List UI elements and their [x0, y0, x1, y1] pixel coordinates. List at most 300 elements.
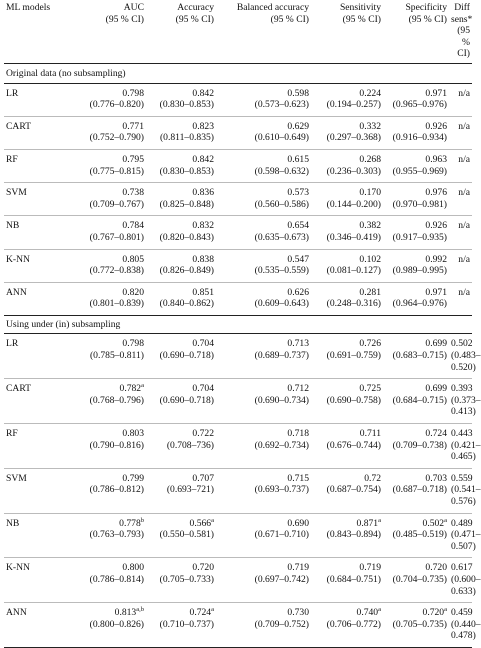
metric-value: 0.740 [356, 607, 379, 619]
confidence-interval: (0.471–0.507) [451, 529, 481, 552]
metric-cell [146, 249, 216, 282]
metric-value: 0.704 [192, 383, 214, 395]
metric-value-line [78, 220, 144, 232]
metric-value: 0.782 [119, 383, 142, 395]
metric-value: 0.224 [359, 87, 381, 99]
confidence-interval: (0.801–0.839) [89, 298, 144, 310]
metric-cell [383, 216, 449, 249]
metric-value: n/a [458, 120, 470, 132]
metric-cell [383, 83, 449, 116]
table-row [4, 116, 472, 149]
model-name: RF [6, 153, 18, 165]
metric-value-line [218, 607, 309, 619]
header-sensitivity [311, 1, 383, 63]
confidence-interval: (0.830–0.853) [159, 165, 214, 177]
confidence-interval: (0.560–0.586) [254, 198, 309, 210]
metric-value: 0.281 [359, 286, 381, 298]
confidence-interval: (0.917–0.935) [392, 231, 447, 243]
metric-value-line [313, 562, 381, 574]
metric-value: 0.629 [287, 120, 309, 132]
header-specificity-sub: (95 % CI) [408, 13, 447, 25]
metric-value-line [385, 607, 447, 619]
metric-value-line [148, 121, 214, 133]
confidence-interval: (0.483–0.520) [451, 350, 481, 373]
metric-cell [146, 116, 216, 149]
section-header-row [4, 63, 472, 83]
metric-cell [311, 603, 383, 648]
metric-value: 0.566 [189, 517, 212, 529]
metric-value: 0.738 [122, 187, 144, 199]
confidence-interval: (0.970–0.981) [392, 198, 447, 210]
metric-value-line [385, 287, 447, 299]
metric-value-line [385, 154, 447, 166]
metric-value-line [78, 562, 144, 574]
confidence-interval: (0.421–0.465) [451, 439, 481, 463]
metric-value: 0.704 [192, 338, 214, 350]
metric-value-line [78, 254, 144, 266]
metric-value-line [385, 518, 447, 530]
metric-value-line [313, 220, 381, 232]
metric-value-line [385, 383, 447, 395]
metric-value-line [78, 518, 144, 530]
confidence-interval: (0.763–0.793) [89, 529, 144, 541]
significance-marker: a [211, 606, 214, 614]
header-balanced-accuracy-name: Balanced accuracy [236, 2, 309, 13]
metric-value-line [451, 154, 470, 166]
metric-value-line [451, 220, 470, 232]
table-row [4, 468, 472, 513]
confidence-interval: (0.676–0.744) [326, 439, 381, 451]
significance-marker: a [141, 382, 144, 390]
metric-value: 0.720 [192, 562, 214, 574]
metric-value: 0.803 [122, 428, 144, 440]
confidence-interval: (0.600–0.633) [451, 573, 481, 597]
metric-value-line [148, 88, 214, 100]
confidence-interval: (0.752–0.790) [89, 132, 144, 144]
metric-cell [311, 424, 383, 469]
metric-value-line [451, 187, 470, 199]
confidence-interval: (0.706–0.772) [326, 618, 381, 630]
confidence-interval: (0.541–0.576) [451, 484, 481, 507]
metric-cell [146, 513, 216, 558]
model-name: ANN [6, 286, 27, 298]
significance-marker: a [444, 516, 447, 524]
metric-cell [216, 379, 311, 424]
metric-value-line [148, 428, 214, 440]
metric-cell [216, 513, 311, 558]
metric-value: 0.842 [192, 153, 214, 165]
metric-cell [146, 149, 216, 182]
metric-cell [146, 83, 216, 116]
metric-value: n/a [458, 153, 470, 165]
header-sensitivity-name: Sensitivity [339, 2, 381, 13]
table-row [4, 513, 472, 558]
metric-value-line [148, 383, 214, 395]
metric-value-line [218, 121, 309, 133]
metric-value: n/a [458, 220, 470, 232]
metric-value-line [313, 187, 381, 199]
header-diff-sens [449, 1, 472, 63]
metric-cell [76, 116, 146, 149]
metric-value-line [218, 154, 309, 166]
metric-value-line [148, 338, 214, 350]
metric-value: 0.547 [287, 253, 309, 265]
metric-value: 0.712 [287, 383, 309, 395]
table-body [4, 63, 481, 647]
metric-value-line [385, 428, 447, 440]
metric-cell [146, 558, 216, 603]
table-row [4, 183, 472, 216]
metric-value-line [218, 518, 309, 530]
confidence-interval: (0.573–0.623) [254, 99, 309, 111]
metric-value-line [218, 287, 309, 299]
metric-value: 0.719 [287, 562, 309, 574]
metric-value-line [78, 287, 144, 299]
confidence-interval: (0.693–0.737) [254, 484, 309, 496]
metric-cell [216, 603, 311, 648]
metric-value: 0.711 [359, 428, 381, 440]
significance-marker: a [211, 516, 214, 524]
results-table [4, 1, 481, 648]
model-name: CART [6, 120, 32, 132]
metric-cell [383, 513, 449, 558]
confidence-interval: (0.705–0.733) [159, 573, 214, 585]
header-accuracy-name: Accuracy [177, 2, 214, 13]
header-auc [76, 1, 146, 63]
metric-value-line [385, 473, 447, 485]
confidence-interval: (0.635–0.673) [254, 231, 309, 243]
metric-cell [76, 149, 146, 182]
metric-value: 0.871 [356, 517, 379, 529]
metric-value-line [385, 187, 447, 199]
metric-value: 0.690 [287, 517, 309, 529]
metric-value-line [451, 517, 473, 530]
confidence-interval: (0.684–0.715) [392, 394, 447, 406]
metric-value-line [218, 338, 309, 350]
table-row [4, 282, 472, 315]
significance-marker: a [444, 606, 447, 614]
metric-value: 0.926 [425, 220, 447, 232]
confidence-interval: (0.683–0.715) [392, 350, 447, 362]
metric-value-line [148, 187, 214, 199]
confidence-interval: (0.775–0.815) [89, 165, 144, 177]
model-name: RF [6, 428, 18, 440]
metric-value-line [451, 338, 473, 350]
metric-value-line [218, 254, 309, 266]
metric-cell [216, 249, 311, 282]
model-name: LR [6, 87, 19, 99]
metric-cell [449, 249, 472, 282]
metric-value-line [148, 607, 214, 619]
metric-value: 0.725 [359, 383, 381, 395]
metric-value: 0.726 [359, 338, 381, 350]
metric-cell [311, 282, 383, 315]
confidence-interval: (0.709–0.752) [254, 618, 309, 630]
confidence-interval: (0.830–0.853) [159, 99, 214, 111]
confidence-interval: (0.843–0.894) [326, 529, 381, 541]
metric-cell [146, 216, 216, 249]
metric-cell [383, 468, 449, 513]
metric-cell [311, 116, 383, 149]
metric-cell [449, 282, 472, 315]
confidence-interval: (0.786–0.814) [89, 573, 144, 585]
metric-value: 0.805 [122, 253, 144, 265]
metric-cell [311, 334, 383, 379]
metric-cell [216, 83, 311, 116]
confidence-interval: (0.691–0.759) [326, 350, 381, 362]
metric-cell [146, 379, 216, 424]
confidence-interval: (0.811–0.835) [159, 132, 214, 144]
metric-value: 0.730 [287, 607, 309, 619]
metric-value: n/a [458, 286, 470, 298]
confidence-interval: (0.610–0.649) [254, 132, 309, 144]
metric-value-line [313, 121, 381, 133]
metric-value-line [385, 562, 447, 574]
metric-value: 0.382 [359, 220, 381, 232]
confidence-interval: (0.346–0.419) [326, 231, 381, 243]
model-name: ANN [6, 607, 27, 619]
metric-value-line [218, 562, 309, 574]
metric-cell [449, 149, 472, 182]
confidence-interval: (0.790–0.816) [89, 439, 144, 451]
metric-value: 0.459 [451, 607, 473, 619]
metric-value-line [148, 154, 214, 166]
table-row [4, 603, 472, 648]
metric-cell [146, 468, 216, 513]
metric-value: 0.617 [451, 562, 473, 574]
confidence-interval: (0.704–0.735) [392, 573, 447, 585]
confidence-interval: (0.965–0.976) [392, 99, 447, 111]
metric-cell [311, 183, 383, 216]
confidence-interval: (0.697–0.742) [254, 573, 309, 585]
header-specificity-name: Specificity [405, 2, 447, 13]
metric-value: 0.707 [192, 472, 214, 484]
metric-value: 0.654 [287, 220, 309, 232]
significance-marker: b [140, 516, 144, 524]
confidence-interval: (0.826–0.849) [159, 265, 214, 277]
metric-cell [449, 216, 472, 249]
metric-cell [216, 116, 311, 149]
confidence-interval: (0.776–0.820) [89, 99, 144, 111]
metric-value: 0.718 [287, 428, 309, 440]
metric-value-line [313, 518, 381, 530]
table-row [4, 249, 472, 282]
metric-value: 0.72 [364, 472, 381, 484]
metric-value-line [313, 428, 381, 440]
metric-value: 0.559 [451, 472, 473, 484]
metric-value: 0.784 [122, 220, 144, 232]
metric-value: 0.715 [287, 472, 309, 484]
metric-value-line [218, 88, 309, 100]
confidence-interval: (0.687–0.754) [326, 484, 381, 496]
header-accuracy-sub: (95 % CI) [175, 13, 214, 25]
metric-cell [146, 183, 216, 216]
metric-value-line [148, 562, 214, 574]
confidence-interval: (0.690–0.718) [159, 394, 214, 406]
confidence-interval: (0.248–0.316) [326, 298, 381, 310]
metric-cell [216, 558, 311, 603]
confidence-interval: (0.081–0.127) [326, 265, 381, 277]
confidence-interval: (0.709–0.767) [89, 198, 144, 210]
confidence-interval: (0.684–0.751) [326, 573, 381, 585]
metric-cell [311, 149, 383, 182]
metric-cell [76, 424, 146, 469]
metric-cell [76, 558, 146, 603]
metric-value: 0.102 [359, 253, 381, 265]
metric-value: 0.502 [422, 517, 445, 529]
metric-cell [311, 216, 383, 249]
header-balanced-accuracy [216, 1, 311, 63]
header-models: ML models [6, 2, 51, 13]
metric-value-line [78, 88, 144, 100]
metric-value: 0.720 [422, 607, 445, 619]
metric-cell [76, 216, 146, 249]
metric-value-line [218, 428, 309, 440]
table-row [4, 334, 472, 379]
metric-value: 0.838 [192, 253, 214, 265]
metric-value: 0.795 [122, 153, 144, 165]
metric-value-line [385, 88, 447, 100]
metric-value-line [78, 187, 144, 199]
metric-value: 0.798 [122, 338, 144, 350]
metric-cell [311, 468, 383, 513]
confidence-interval: (0.785–0.811) [89, 350, 144, 362]
metric-cell [311, 379, 383, 424]
metric-value-line [385, 338, 447, 350]
metric-value: 0.719 [359, 562, 381, 574]
metric-value-line [78, 121, 144, 133]
metric-cell [76, 83, 146, 116]
significance-marker: a,b [136, 606, 144, 614]
metric-value: 0.626 [287, 286, 309, 298]
metric-value-line [218, 473, 309, 485]
metric-cell [216, 468, 311, 513]
section-title: Original data (no subsampling) [4, 63, 472, 83]
confidence-interval: (0.825–0.848) [159, 198, 214, 210]
metric-value: 0.489 [451, 517, 473, 529]
metric-value-line [148, 518, 214, 530]
metric-value: 0.703 [425, 472, 447, 484]
metric-value-line [451, 562, 473, 574]
metric-value: 0.502 [451, 338, 473, 350]
metric-cell [216, 424, 311, 469]
metric-value-line [148, 254, 214, 266]
header-balanced-accuracy-sub: (95 % CI) [270, 13, 309, 25]
metric-cell [383, 424, 449, 469]
confidence-interval: (0.955–0.969) [392, 165, 447, 177]
confidence-interval: (0.692–0.734) [254, 439, 309, 451]
metric-value: 0.851 [192, 286, 214, 298]
model-name: K-NN [6, 253, 30, 265]
confidence-interval: (0.710–0.737) [159, 618, 214, 630]
metric-cell [146, 282, 216, 315]
section-title: Using under (in) subsampling [4, 315, 472, 334]
confidence-interval: (0.485–0.519) [392, 529, 447, 541]
table-row [4, 149, 472, 182]
metric-value: 0.332 [359, 120, 381, 132]
metric-value-line [451, 88, 470, 100]
header-diff-sens-sub: (95 % CI) [457, 25, 470, 60]
metric-value-line [148, 287, 214, 299]
metric-value-line [313, 383, 381, 395]
metric-value: 0.963 [425, 153, 447, 165]
metric-value: 0.813 [114, 607, 137, 619]
metric-cell [216, 216, 311, 249]
metric-cell [383, 149, 449, 182]
metric-cell [449, 83, 472, 116]
metric-value-line [313, 287, 381, 299]
metric-value-line [385, 121, 447, 133]
metric-value-line [148, 220, 214, 232]
metric-value-line [385, 220, 447, 232]
metric-value: 0.800 [122, 562, 144, 574]
metric-cell [76, 468, 146, 513]
metric-cell [383, 603, 449, 648]
metric-value: 0.926 [425, 120, 447, 132]
metric-cell [76, 249, 146, 282]
metric-value-line [78, 154, 144, 166]
metric-value: 0.778 [119, 517, 141, 529]
metric-value-line [313, 338, 381, 350]
metric-value: 0.170 [359, 187, 381, 199]
header-sensitivity-sub: (95 % CI) [342, 13, 381, 25]
metric-value: 0.393 [451, 383, 473, 395]
metric-value: 0.573 [287, 187, 309, 199]
metric-cell [76, 603, 146, 648]
confidence-interval: (0.194–0.257) [326, 99, 381, 111]
metric-cell [311, 249, 383, 282]
metric-cell [311, 513, 383, 558]
metric-value: 0.771 [122, 120, 144, 132]
metric-value: n/a [458, 187, 470, 199]
confidence-interval: (0.786–0.812) [89, 484, 144, 496]
metric-value: 0.699 [425, 383, 447, 395]
metric-value: 0.799 [122, 472, 144, 484]
metric-cell [383, 249, 449, 282]
header-auc-sub: (95 % CI) [105, 13, 144, 25]
metric-value: 0.992 [425, 253, 447, 265]
model-name: CART [6, 383, 32, 395]
metric-cell [383, 558, 449, 603]
metric-value-line [451, 121, 470, 133]
metric-cell [146, 334, 216, 379]
metric-value: 0.971 [425, 87, 447, 99]
confidence-interval: (0.297–0.368) [326, 132, 381, 144]
table-row [4, 379, 472, 424]
metric-value: n/a [458, 253, 470, 265]
metric-cell [449, 513, 481, 558]
metric-value: 0.836 [192, 187, 214, 199]
metric-value: 0.713 [287, 338, 309, 350]
metric-value: 0.971 [425, 286, 447, 298]
table-row [4, 424, 472, 469]
model-name: NB [6, 517, 20, 529]
metric-cell [449, 379, 481, 424]
metric-value-line [385, 254, 447, 266]
metric-value: 0.842 [192, 87, 214, 99]
confidence-interval: (0.767–0.801) [89, 231, 144, 243]
metric-value-line [451, 428, 473, 440]
metric-value-line [78, 473, 144, 485]
significance-marker: a [378, 516, 381, 524]
metric-value: 0.268 [359, 153, 381, 165]
confidence-interval: (0.989–0.995) [392, 265, 447, 277]
confidence-interval: (0.671–0.710) [254, 529, 309, 541]
confidence-interval: (0.609–0.643) [254, 298, 309, 310]
table-row [4, 216, 472, 249]
metric-value-line [218, 187, 309, 199]
metric-cell [146, 424, 216, 469]
